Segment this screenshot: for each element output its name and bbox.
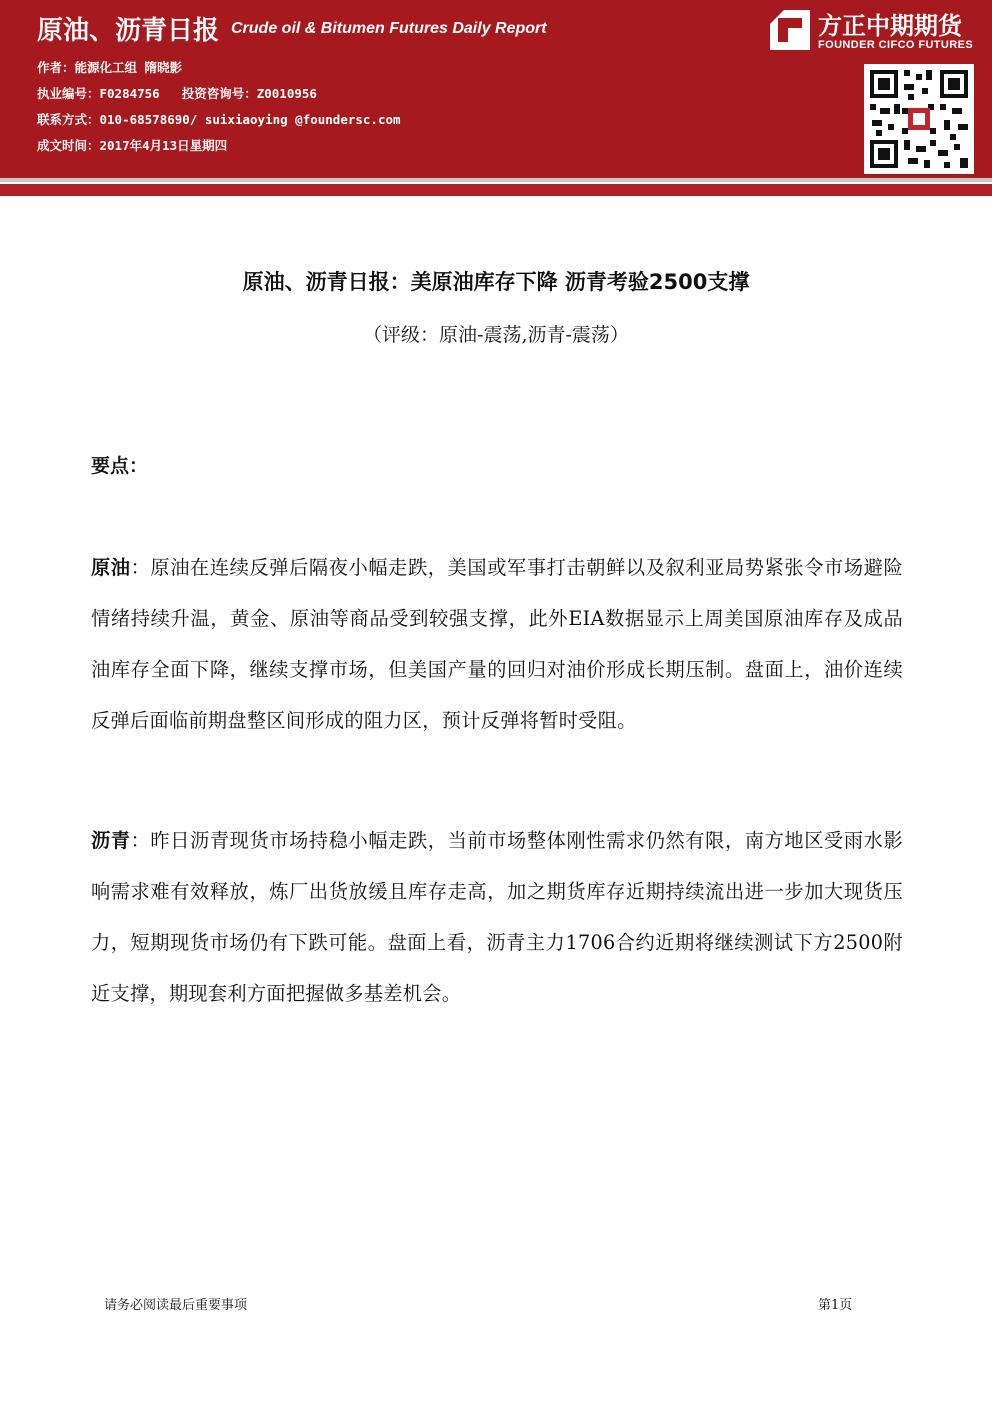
- contact-line: 联系方式：010-68578690/ suixiaoying @foundersc.com: [37, 112, 401, 127]
- footer-notice: 请务必阅读最后重要事项: [104, 1298, 248, 1313]
- company-logo: [770, 8, 986, 58]
- crude-oil-label: 原油: [91, 556, 131, 579]
- report-title: 原油、沥青日报：美原油库存下降 沥青考验2500支撑: [242, 270, 750, 294]
- advisory-number: 投资咨询号：Z0010956: [181, 86, 317, 101]
- crude-oil-text: ：原油在连续反弹后隔夜小幅走跌，美国或军事打击朝鲜以及叙利亚局势紧张令市场避险情绪持续升温，黄金、原油等商品受到较强支撑，此外EIA数据显示上周美国原油库存及成品油库存全面下降，继续支撑市场，但美国产量的回归对油价形成长期压制。盘面上，油价连续反弹后面临前期盘整区间形成的阻力区，预计反弹将暂时受阻。: [91, 556, 903, 732]
- bitumen-label: 沥青: [91, 829, 131, 852]
- report-header: [0, 0, 992, 178]
- logo-name-en: FOUNDER CIFCO FUTURES: [818, 39, 974, 51]
- bitumen-text: ：昨日沥青现货市场持稳小幅走跌，当前市场整体刚性需求仍然有限，南方地区受雨水影响需求难有效释放，炼厂出货放缓且库存走高，加之期货库存近期持续流出进一步加大现货压力，短期现货市场仍有下跌可能。盘面上看，沥青主力1706合约近期将继续测试下方2500附近支撑，期现套利方面把握做多基差机会。: [91, 829, 903, 1005]
- license-line: [37, 84, 317, 102]
- bitumen-paragraph: [91, 815, 903, 1019]
- header-title-en: Crude oil & Bitumen Futures Daily Report: [231, 20, 547, 37]
- founder-logo-icon: [770, 10, 810, 50]
- header-accent-bar: [0, 184, 992, 196]
- crude-oil-paragraph: [91, 542, 903, 746]
- keypoints-heading: 要点：: [91, 455, 149, 477]
- qr-code-icon: [864, 64, 974, 174]
- header-title-cn: 原油、沥青日报: [37, 16, 220, 46]
- header-divider: [0, 178, 992, 182]
- license-number: 执业编号：F0284756: [37, 86, 160, 101]
- logo-name-cn: 方正中期期货: [818, 12, 962, 40]
- report-rating: （评级：原油-震荡,沥青-震荡）: [363, 324, 629, 346]
- author-line: 作者：能源化工组 隋晓影: [37, 60, 183, 75]
- date-line: 成文时间：2017年4月13日星期四: [37, 138, 228, 153]
- page-number: 第1页: [818, 1298, 853, 1313]
